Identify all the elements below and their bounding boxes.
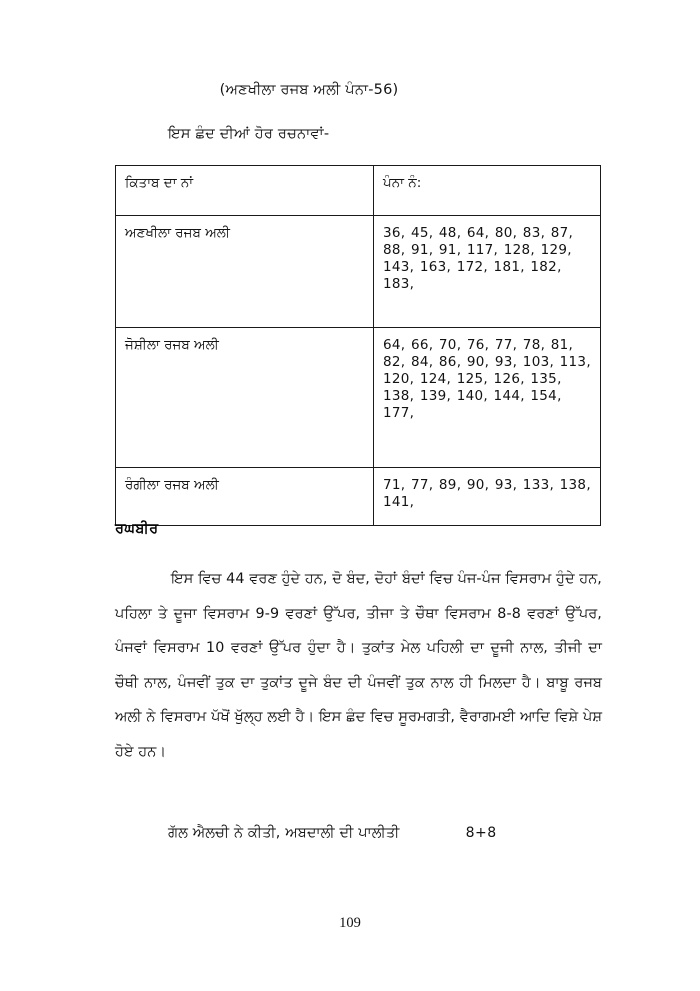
table-intro-line: ਇਸ ਛੰਦ ਦੀਆਂ ਹੋਰ ਰਚਨਾਵਾਂ- — [168, 126, 330, 142]
table-row — [116, 468, 601, 526]
table-cell-pages: 36, 45, 48, 64, 80, 83, 87, 88, 91, 91, 117, 128, 129, 143, 163, 172, 181, 182, 183, — [374, 216, 601, 328]
table-row — [116, 216, 601, 328]
section-paragraph: ਇਸ ਵਿਚ 44 ਵਰਣ ਹੁੰਦੇ ਹਨ, ਦੋ ਬੰਦ, ਦੋਹਾਂ ਬੰਦਾਂ ਵਿਚ ਪੰਜ-ਪੰਜ ਵਿਸਰਾਮ ਹੁੰਦੇ ਹਨ, ਪਹਿਲਾ ਤੇ ਦੂਜਾ ਵਿਸਰਾਮ 9-9 ਵਰਣਾਂ ਉੱਪਰ, ਤੀਜਾ ਤੇ ਚੌਥਾ ਵਿਸਰਾਮ 8-8 ਵਰਣਾਂ ਉੱਪਰ, ਪੰਜਵਾਂ ਵਿਸਰਾਮ 10 ਵਰਣਾਂ ਉੱਪਰ ਹੁੰਦਾ ਹੈ। ਤੁਕਾਂਤ ਮੇਲ ਪਹਿਲੀ ਦਾ ਦੂਜੀ ਨਾਲ, ਤੀਜੀ ਦਾ ਚੌਥੀ ਨਾਲ, ਪੰਜਵੀਂ ਤੁਕ ਦਾ ਤੁਕਾਂਤ ਦੂਜੇ ਬੰਦ ਦੀ ਪੰਜਵੀਂ ਤੁਕ ਨਾਲ ਹੀ ਮਿਲਦਾ ਹੈ। ਬਾਬੂ ਰਜਬ ਅਲੀ ਨੇ ਵਿਸਰਾਮ ਪੱਖੋਂ ਖੁੱਲ੍ਹ ਲਈ ਹੈ। ਇਸ ਛੰਦ ਵਿਚ ਸੂਰਮਗਤੀ, ਵੈਰਾਗਮਈ ਆਦਿ ਵਿਸ਼ੇ ਪੇਸ਼ ਹੋਏ ਹਨ। — [115, 571, 602, 760]
table-cell-book-name: ਰੰਗੀਲਾ ਰਜਬ ਅਲੀ — [116, 468, 374, 526]
section-heading: ਰਘਬੀਰ — [115, 521, 159, 537]
table-cell-pages: 64, 66, 70, 76, 77, 78, 81, 82, 84, 86, 90, 93, 103, 113, 120, 124, 125, 126, 135, 138, 139, 140, 144, 154, 177, — [374, 328, 601, 468]
table-header-book-name: ਕਿਤਾਬ ਦਾ ਨਾਂ — [116, 166, 374, 216]
table-cell-pages: 71, 77, 89, 90, 93, 133, 138, 141, — [374, 468, 601, 526]
verse-example — [168, 825, 602, 841]
table-header-page-number: ਪੰਨਾ ਨੰ: — [374, 166, 601, 216]
verse-line: ਗੱਲ ਐਲਚੀ ਨੇ ਕੀਤੀ, ਅਬਦਾਲੀ ਦੀ ਪਾਲੀਤੀ — [168, 825, 400, 841]
works-table — [115, 165, 601, 526]
table-cell-book-name: ਜੋਸ਼ੀਲਾ ਰਜਬ ਅਲੀ — [116, 328, 374, 468]
table-row — [116, 328, 601, 468]
table-header-row — [116, 166, 601, 216]
source-citation: (ਅਣਖੀਲਾ ਰਜਬ ਅਲੀ ਪੰਨਾ-56) — [219, 82, 399, 98]
verse-meter-label: 8+8 — [465, 825, 497, 841]
table-cell-book-name: ਅਣਖੀਲਾ ਰਜਬ ਅਲੀ — [116, 216, 374, 328]
page-number: 109 — [339, 915, 361, 931]
